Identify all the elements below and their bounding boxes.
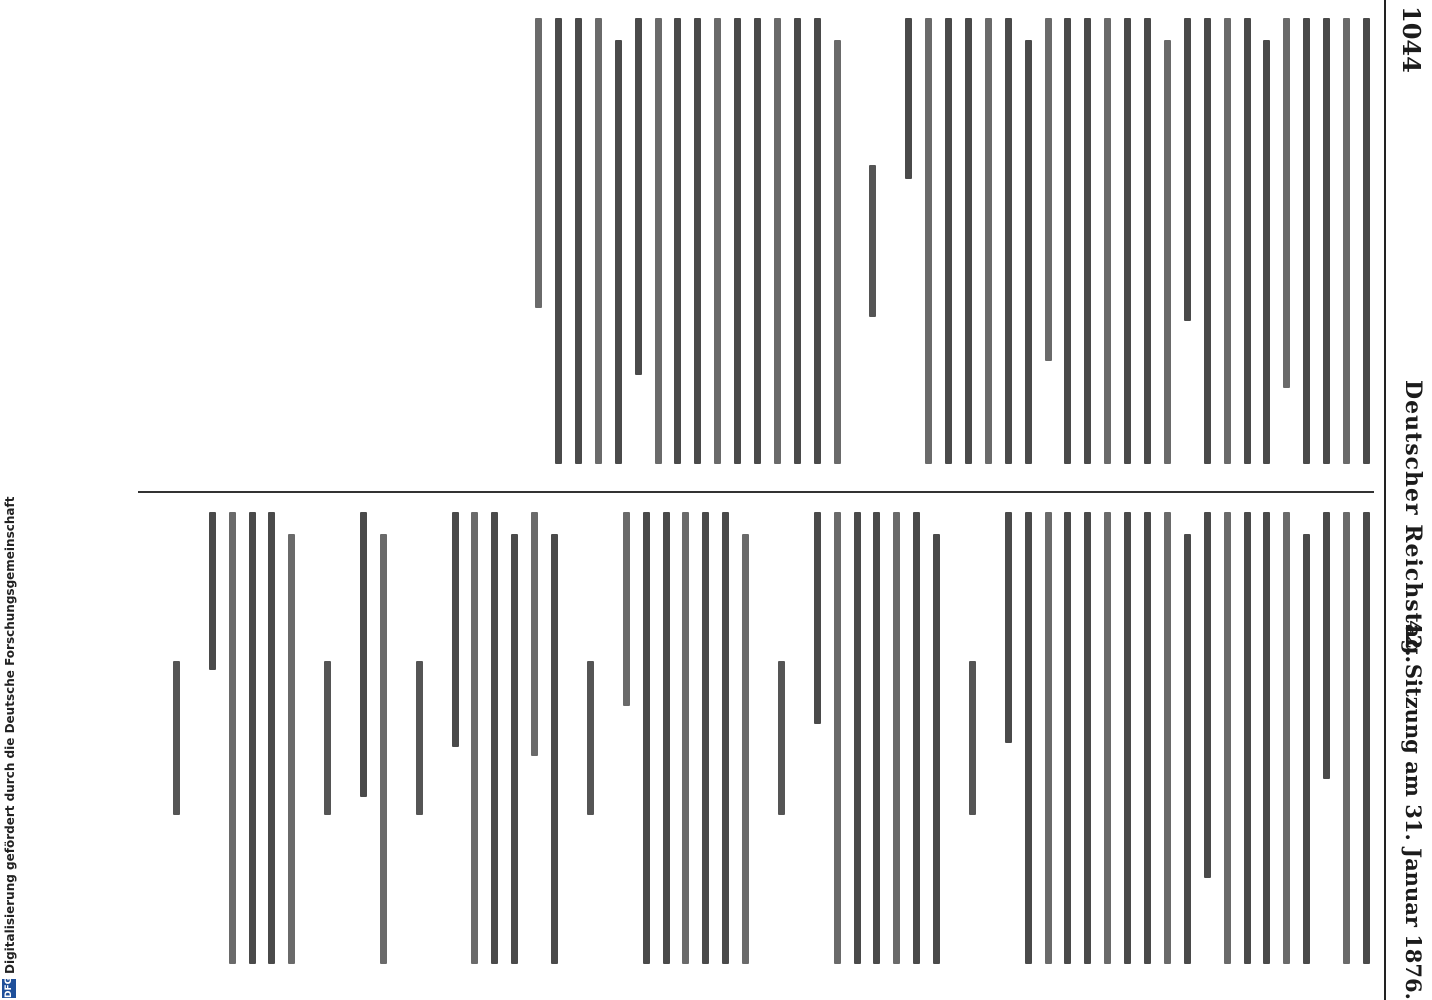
text-line [324, 661, 331, 815]
text-line [1283, 512, 1290, 964]
text-line [1084, 512, 1091, 964]
publication-title: Deutscher Reichstag. [1400, 380, 1426, 665]
text-line [663, 512, 670, 964]
text-line [1025, 512, 1032, 964]
text-line [854, 512, 861, 964]
text-line [969, 661, 976, 815]
text-line [1363, 18, 1370, 464]
text-line [1005, 512, 1012, 743]
column-divider [138, 491, 1374, 493]
text-line [1184, 18, 1191, 321]
text-line [1224, 512, 1231, 964]
text-line [655, 18, 662, 464]
text-line [702, 512, 709, 964]
text-line [1084, 18, 1091, 464]
text-line [452, 512, 459, 747]
text-line [643, 512, 650, 964]
text-line [933, 534, 940, 964]
text-line [615, 40, 622, 464]
text-line [1065, 512, 1072, 964]
text-line [778, 661, 785, 815]
text-line [173, 661, 180, 815]
text-line [965, 18, 972, 464]
text-line [249, 512, 256, 964]
text-line [535, 18, 542, 308]
text-line [209, 512, 216, 670]
text-line [1204, 18, 1211, 464]
text-line [471, 512, 478, 964]
text-line [945, 18, 952, 464]
text-line [834, 512, 841, 964]
text-line [674, 18, 681, 464]
text-line [682, 512, 689, 964]
text-column-right [138, 512, 1374, 964]
text-line [1343, 512, 1350, 964]
text-line [694, 18, 701, 464]
text-line [814, 512, 821, 724]
text-line [794, 18, 801, 464]
digitization-credit [0, 0, 20, 1000]
text-line [1323, 512, 1330, 779]
text-line [360, 512, 367, 797]
text-line [873, 512, 880, 964]
text-line [623, 512, 630, 706]
text-line [1264, 40, 1271, 464]
text-line [722, 512, 729, 964]
text-line [1164, 512, 1171, 964]
text-line [754, 18, 761, 464]
text-line [1244, 18, 1251, 464]
text-line [380, 534, 387, 964]
text-line [1244, 512, 1251, 964]
text-line [1005, 18, 1012, 464]
text-line [269, 512, 276, 964]
text-line [869, 165, 876, 317]
text-line [1204, 512, 1211, 878]
text-line [575, 18, 582, 464]
credit-text: Digitalisierung gefördert durch die Deutsche Forschungsgemeinschaft [3, 496, 17, 974]
text-line [1065, 18, 1072, 464]
text-line [734, 18, 741, 464]
text-line [1045, 18, 1052, 361]
text-line [1124, 512, 1131, 964]
text-line [1124, 18, 1131, 464]
text-line [1144, 18, 1151, 464]
text-line [1283, 18, 1290, 388]
text-line [595, 18, 602, 464]
page-number: 1044 [1397, 6, 1426, 73]
text-line [587, 661, 594, 815]
text-line [511, 534, 518, 964]
text-line [1264, 512, 1271, 964]
text-line [229, 512, 236, 964]
text-line [551, 534, 558, 964]
text-line [905, 18, 912, 179]
text-column-left [138, 18, 1374, 464]
text-line [834, 40, 841, 464]
text-line [1025, 40, 1032, 464]
text-line [913, 512, 920, 964]
text-line [714, 18, 721, 464]
text-line [288, 534, 295, 964]
text-line [1303, 18, 1310, 464]
text-line [635, 18, 642, 375]
page-header [1384, 0, 1432, 1000]
text-line [985, 18, 992, 464]
text-line [893, 512, 900, 964]
text-line [1104, 18, 1111, 464]
text-line [814, 18, 821, 464]
text-line [1144, 512, 1151, 964]
text-line [1164, 40, 1171, 464]
text-line [1045, 512, 1052, 964]
text-line [1343, 18, 1350, 464]
text-line [925, 18, 932, 464]
text-line [1303, 534, 1310, 964]
text-line [774, 18, 781, 464]
session-info: 42. Sitzung am 31. Januar 1876. [1401, 620, 1426, 1000]
text-line [491, 512, 498, 964]
text-line [416, 661, 423, 815]
text-line [1363, 512, 1370, 964]
text-line [1184, 534, 1191, 964]
text-line [1323, 18, 1330, 464]
text-line [555, 18, 562, 464]
text-line [1224, 18, 1231, 464]
text-line [531, 512, 538, 756]
text-line [742, 534, 749, 964]
text-line [1104, 512, 1111, 964]
dfg-logo: DFG [4, 976, 14, 998]
